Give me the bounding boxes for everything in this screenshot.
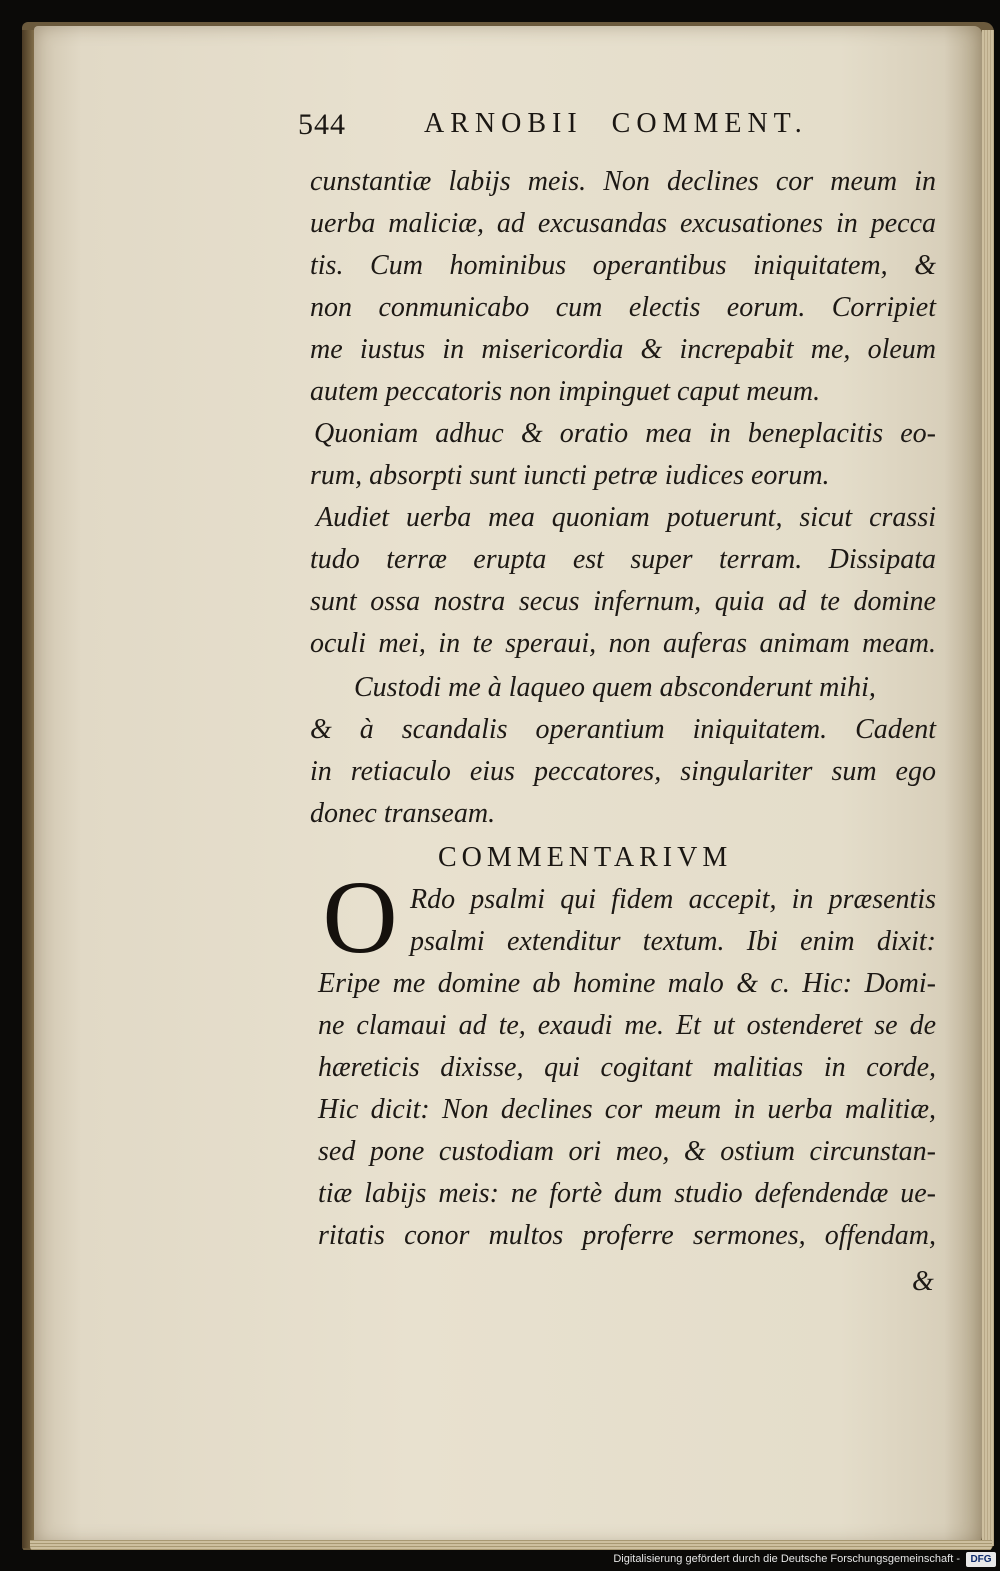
page-number: 544	[298, 108, 346, 141]
commentary-line: Eripe me domine ab homine malo & c. Hic: Domi-	[318, 968, 936, 999]
running-title: ARNOBII COMMENT.	[424, 108, 808, 139]
psalm-line: Audiet uerba mea quoniam potuerunt, sicut crassi	[316, 502, 936, 533]
dfg-logo: DFG	[966, 1552, 996, 1567]
psalm-line: non conmunicabo cum electis eorum. Corripiet	[310, 292, 936, 323]
psalm-line: tudo terræ erupta est super terram. Dissipata	[310, 544, 936, 575]
psalm-line: rum, absorpti sunt iuncti petræ iudices eorum.	[310, 460, 830, 491]
psalm-line: Custodi me à laqueo quem absconderunt mihi,	[354, 672, 876, 703]
psalm-line: & à scandalis operantium iniquitatem. Cadent	[310, 714, 936, 745]
footer-bar	[0, 1550, 1000, 1571]
commentary-line: tiæ labijs meis: ne fortè dum studio defendendæ ue-	[318, 1178, 936, 1209]
psalm-line: me iustus in misericordia & increpabit me, oleum	[310, 334, 936, 365]
commentary-line: Rdo psalmi qui fidem accepit, in præsentis	[410, 884, 936, 915]
psalm-line: uerba maliciæ, ad excusandas excusationes in pecca	[310, 208, 936, 239]
commentary-line: sed pone custodiam ori meo, & ostium circunstan-	[318, 1136, 936, 1167]
catchword: &	[912, 1266, 934, 1297]
commentary-line: hæreticis dixisse, qui cogitant malitias in corde,	[318, 1052, 936, 1083]
commentary-line: ritatis conor multos proferre sermones, offendam,	[318, 1220, 936, 1251]
psalm-line: donec transeam.	[310, 798, 496, 829]
drop-cap-initial: O	[322, 860, 398, 975]
commentary-line: Hic dicit: Non declines cor meum in uerba malitiæ,	[318, 1094, 936, 1125]
psalm-line: in retiaculo eius peccatores, singulariter sum ego	[310, 756, 936, 787]
psalm-line: sunt ossa nostra secus infernum, quia ad te domine	[310, 586, 936, 617]
psalm-line: oculi mei, in te speraui, non auferas animam meam.	[310, 628, 936, 659]
psalm-line: autem peccatoris non impinguet caput meum.	[310, 376, 821, 407]
psalm-line: cunstantiæ labijs meis. Non declines cor meum in	[310, 166, 936, 197]
commentary-line: ne clamaui ad te, exaudi me. Et ut ostenderet se de	[318, 1010, 936, 1041]
psalm-line: Quoniam adhuc & oratio mea in beneplacitis eo-	[314, 418, 936, 449]
psalm-line: tis. Cum hominibus operantibus iniquitatem, &	[310, 250, 936, 281]
section-heading: COMMENTARIVM	[438, 842, 733, 873]
commentary-line: psalmi extenditur textum. Ibi enim dixit:	[410, 926, 936, 957]
funding-credit: Digitalisierung gefördert durch die Deutsche Forschungsgemeinschaft -	[613, 1553, 960, 1565]
